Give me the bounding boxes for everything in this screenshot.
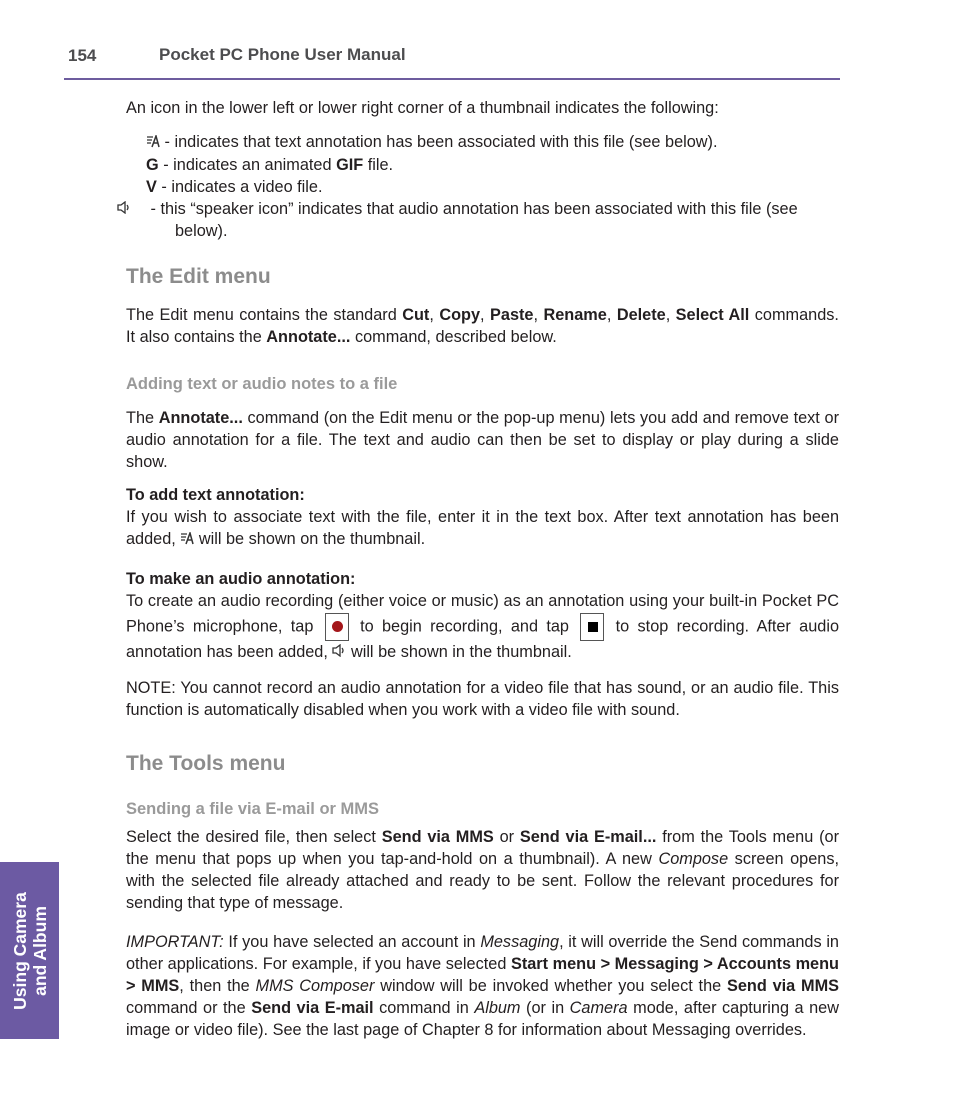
italic-term: Messaging [480,933,560,951]
command-cut: Cut [402,306,430,324]
text-annotation-title [126,484,839,506]
command-paste: Paste [490,306,534,324]
bold-title: To make an audio annotation: [126,570,356,588]
list-item [146,154,839,176]
list-item-text: - indicates a video file. [156,177,323,196]
separator: , [533,306,544,324]
send-description-block [126,826,839,914]
subsection-heading: Adding text or audio notes to a file [126,375,398,393]
text: commands. It also contains the [126,306,839,346]
italic-term: MMS Composer [255,977,375,995]
text-annotation-icon [180,529,194,551]
audio-annotation-title [126,568,839,590]
page-number: 154 [68,46,97,65]
note-block [126,677,839,721]
command-delete: Delete [616,306,666,324]
important-block [126,931,839,1041]
list-item-text: - indicates an animated [158,155,337,174]
menu-path: Start menu > Messaging > Accounts menu > MMS [126,955,839,995]
list-item-text: - indicates that text annotation has been associated with this file (see below). [160,133,718,151]
text: to begin recording, and tap [351,617,578,636]
header-rule [64,78,840,80]
text: to stop recording. After audio annotation has been added, [126,617,839,661]
audio-annotation-body [126,590,839,664]
text: The [126,409,159,427]
text: screen opens, with the selected file already attached and ready to be sent. Follow the relevant procedures for sending that type of message. [126,850,839,912]
text: , it will override the Send commands in other applications. For example, if you have selected [126,933,839,973]
command-send-email: Send via E-mail [251,999,374,1017]
text: or [493,828,520,846]
separator: , [606,306,617,324]
text: If you wish to associate text with the file, enter it in the text box. After text annotation has been added, [126,508,839,548]
bold-title: To add text annotation: [126,486,305,504]
note-text: NOTE: You cannot record an audio annotation for a video file that has sound, or an audio file. This function is automatically disabled when you work with a video file with sound. [126,679,839,719]
text: , then the [179,977,256,995]
command-send-mms: Send via MMS [726,977,839,995]
intro-text: An icon in the lower left or lower right corner of a thumbnail indicates the following: [126,99,719,117]
list-item [146,176,839,198]
command-annotate: Annotate... [266,328,351,346]
list-item-text: - this “speaker icon” indicates that audio annotation has been associated with this file (see below). [146,199,798,241]
send-description [126,826,839,914]
tools-menu-section [126,753,839,775]
italic-term: Camera [569,999,628,1017]
important-label: IMPORTANT: [126,933,224,951]
stop-button-icon [580,613,604,641]
adding-notes-heading-block [126,373,839,395]
text-annotation-body [126,506,839,551]
text: from the Tools menu (or the menu that pops up when you tap-and-hold on a thumbnail). A new [126,828,839,868]
text: Select the desired file, then select [126,828,382,846]
list-item-text: file. [363,155,394,174]
text: If you have selected an account in [223,933,481,951]
audio-annotation-block [126,568,839,664]
list-item [146,198,839,243]
text: command, described below. [350,328,557,346]
edit-menu-text [126,304,839,348]
text: command in [373,999,475,1017]
chapter-side-tab [0,862,59,1039]
list-item-bold: GIF [336,155,364,174]
separator: , [429,306,440,324]
text-annotation-block [126,484,839,551]
edit-menu-body [126,304,839,348]
speaker-icon [332,641,346,664]
separator: , [665,306,676,324]
text: command or the [126,999,252,1017]
manual-title: Pocket PC Phone User Manual [159,45,406,64]
record-button-icon [325,613,349,641]
list-item-prefix: G [146,155,159,174]
text: will be shown on the thumbnail. [194,530,426,548]
text: To create an audio recording (either voice or music) as an annotation using your built-in Pocket PC Phone’s microphone, tap [126,592,839,636]
text: window will be invoked whether you select the [374,977,727,995]
command-send-mms: Send via MMS [381,828,494,846]
command-copy: Copy [439,306,481,324]
text: (or in [520,999,570,1017]
adding-notes-body [126,407,839,473]
subsection-heading: Sending a file via E-mail or MMS [126,800,380,818]
section-heading: The Tools menu [126,752,286,775]
command-select-all: Select All [675,306,750,324]
italic-compose: Compose [658,850,729,868]
text: command (on the Edit menu or the pop-up menu) lets you add and remove text or audio annotation for a file. The text and audio can then be set to display or play during a slide show. [126,409,839,471]
tools-subheading-block [126,798,839,820]
list-item-prefix: V [146,177,157,196]
chapter-tab-line-1: Using Camera [9,891,30,1010]
text: mode, after capturing a new image or video file). See the last page of Chapter 8 for information about Messaging overrides. [126,999,839,1039]
icon-list [126,131,839,242]
italic-term: Album [474,999,521,1017]
edit-menu-section [126,266,839,288]
command-rename: Rename [543,306,607,324]
separator: , [480,306,491,324]
text-annotation-icon [146,132,160,154]
intro-block [126,97,839,119]
command-annotate: Annotate... [158,409,243,427]
text: The Edit menu contains the standard [126,306,403,324]
chapter-tab-line-2: and Album [29,905,50,996]
chapter-tab-label [10,892,50,1010]
annotate-description [126,407,839,473]
text: will be shown in the thumbnail. [346,643,572,661]
list-item [146,131,839,154]
command-send-email: Send via E-mail... [519,828,657,846]
section-heading: The Edit menu [126,265,271,288]
important-text [126,931,839,1041]
